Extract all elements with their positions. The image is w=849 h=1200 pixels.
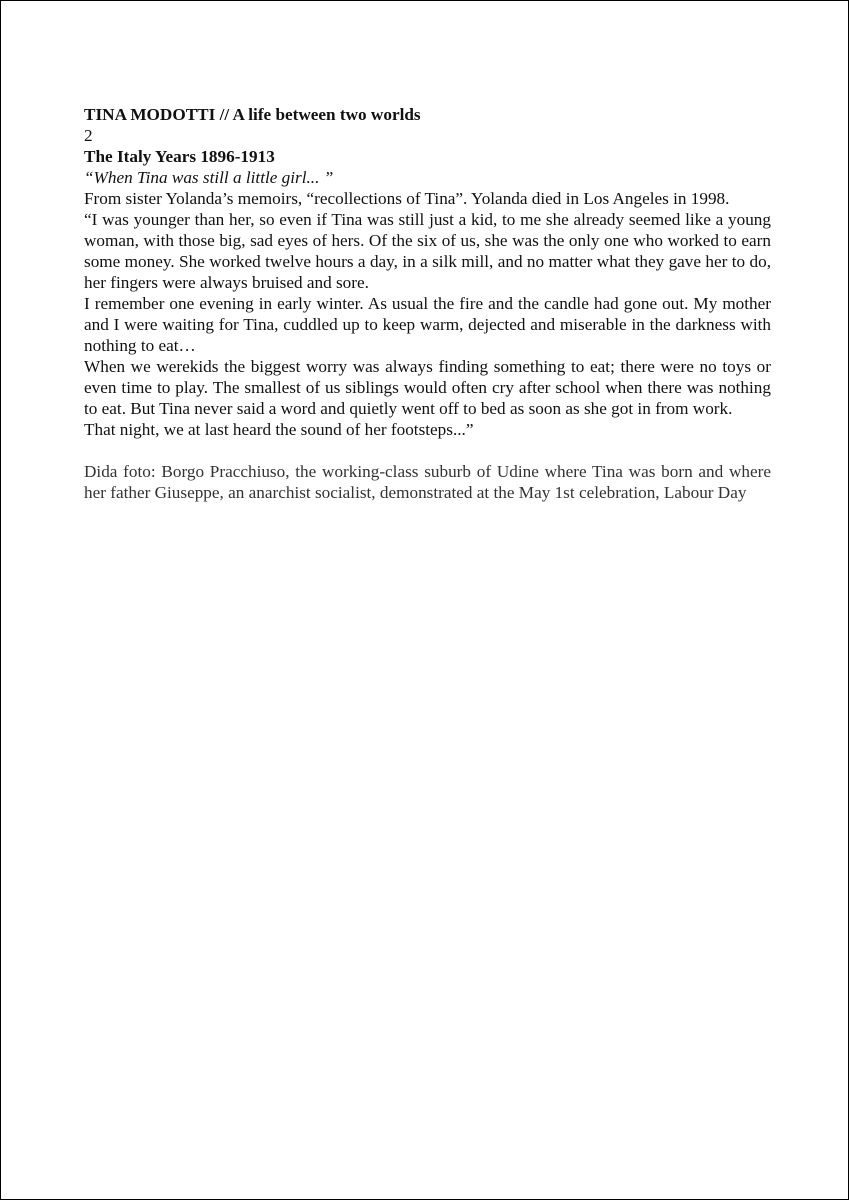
- chapter-subtitle: “When Tina was still a little girl... ”: [84, 168, 334, 187]
- chapter-number: 2: [84, 126, 93, 145]
- memoir-paragraph: When we werekids the biggest worry was always finding something to eat; there were no toys or even time to play. The smallest of us siblings would often cry after school when there was nothing to eat. But Tina never said a word and quietly went off to bed as soon as she got in from work.: [84, 357, 771, 418]
- document-body: [84, 104, 771, 503]
- document-title: TINA MODOTTI // A life between two worlds: [84, 105, 421, 124]
- memoir-paragraph: “I was younger than her, so even if Tina was still just a kid, to me she already seemed like a young woman, with those big, sad eyes of hers. Of the six of us, she was the only one who worked to earn some money. She worked twelve hours a day, in a silk mill, and no matter what they gave her to do, her fingers were always bruised and sore.: [84, 210, 771, 292]
- memoir-paragraph: That night, we at last heard the sound of her footsteps...”: [84, 420, 474, 439]
- photo-caption: Dida foto: Borgo Pracchiuso, the working-class suburb of Udine where Tina was born and where her father Giuseppe, an anarchist socialist, demonstrated at the May 1st celebration, Labour Day: [84, 462, 771, 502]
- intro-paragraph: From sister Yolanda’s memoirs, “recollections of Tina”. Yolanda died in Los Angeles in 1998.: [84, 189, 730, 208]
- paragraph-spacer: [84, 440, 771, 461]
- chapter-title: The Italy Years 1896-1913: [84, 147, 275, 166]
- memoir-paragraph: I remember one evening in early winter. As usual the fire and the candle had gone out. My mother and I were waiting for Tina, cuddled up to keep warm, dejected and miserable in the darkness with nothing to eat…: [84, 294, 771, 355]
